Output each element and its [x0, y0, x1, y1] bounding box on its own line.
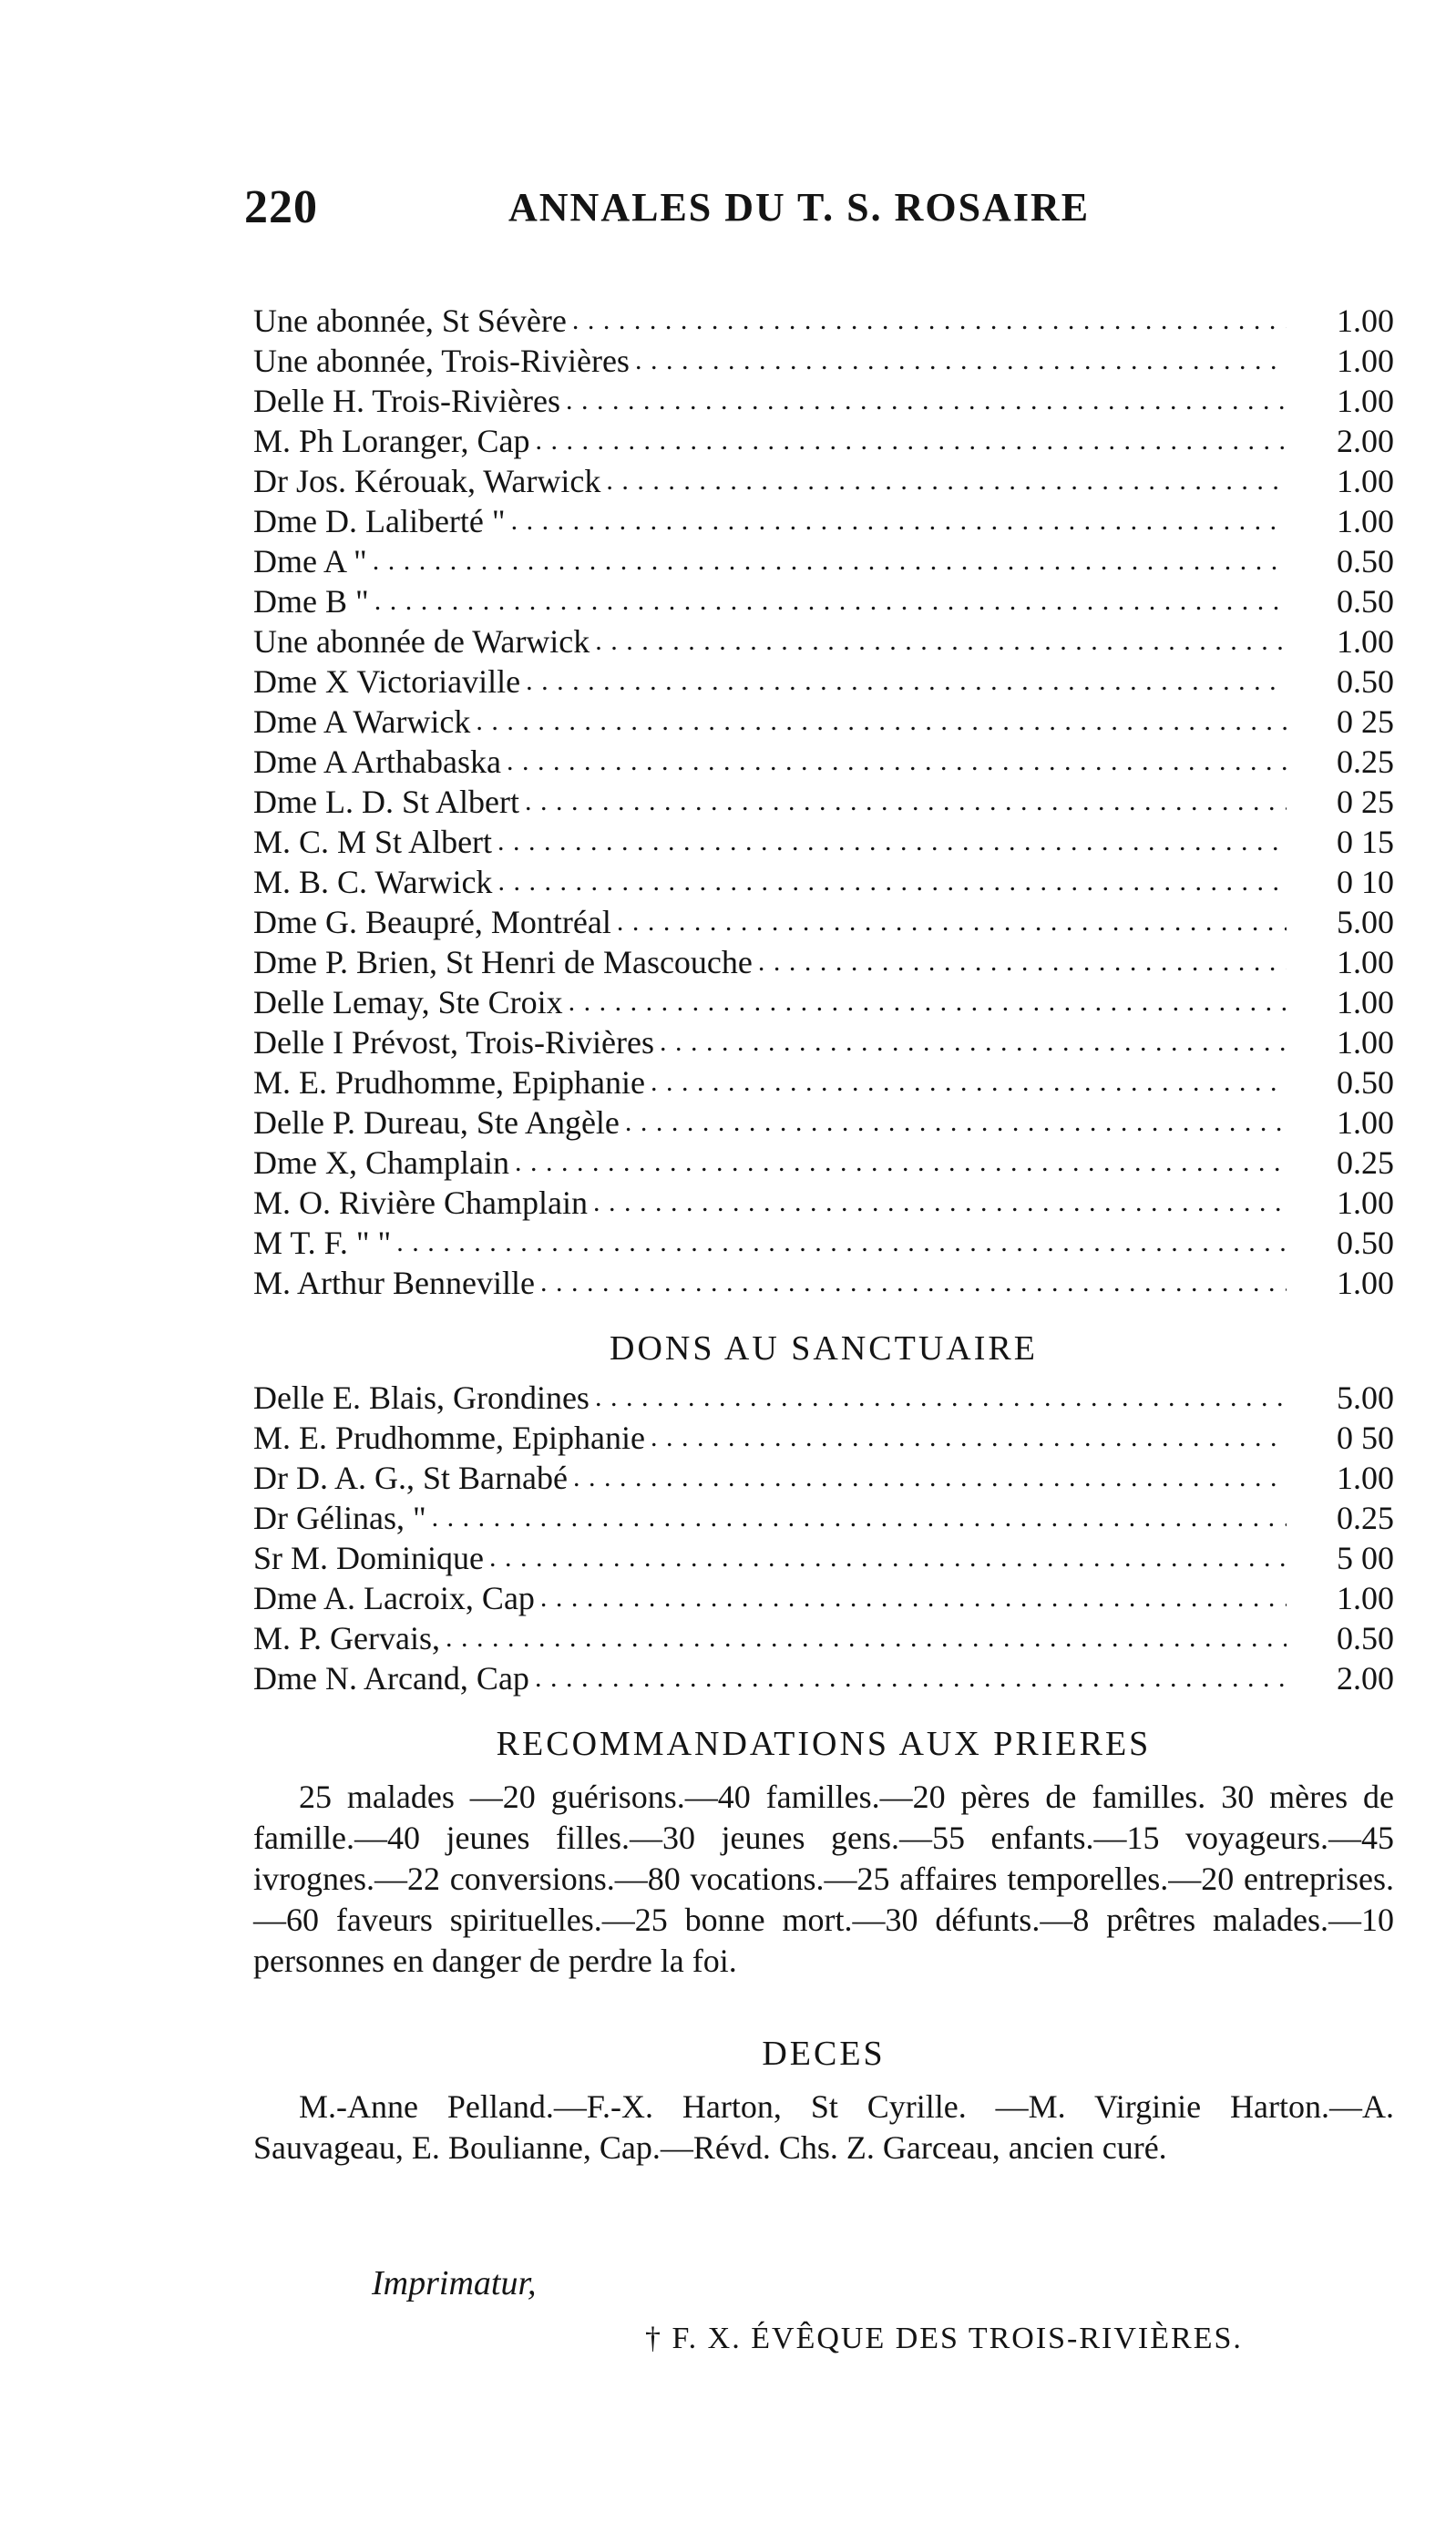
entry-name: Dme X, Champlain: [253, 1144, 509, 1181]
entry-name: Sr M. Dominique: [253, 1540, 485, 1576]
list-entry: [253, 702, 1394, 742]
list-entry: [253, 1062, 1394, 1102]
entry-name: Dme X Victoriaville: [253, 663, 521, 700]
dot-leader: [540, 1263, 1287, 1303]
entry-amount: 1.00: [1337, 623, 1394, 660]
dot-leader: [595, 1378, 1287, 1418]
dot-leader: [606, 461, 1287, 501]
entry-name: Dme N. Arcand, Cap: [253, 1660, 529, 1697]
dot-leader: [651, 1418, 1287, 1458]
entry-name: M. Ph Loranger, Cap: [253, 423, 530, 459]
dot-leader: [566, 381, 1287, 421]
deces-text: M.-Anne Pelland.—F.-X. Harton, St Cyrille. —M. Virginie Harton.—A. Sauvageau, E. Boulianne, Cap.—Révd. Chs. Z. Garceau, ancien curé.: [253, 2088, 1394, 2166]
entry-name: Delle Lemay, Ste Croix: [253, 984, 563, 1020]
list-entry: [253, 822, 1394, 862]
entry-amount: 0.25: [1337, 743, 1394, 780]
entry-amount: 5 00: [1337, 1540, 1394, 1576]
dot-leader: [507, 742, 1287, 782]
entry-amount: 1.00: [1337, 1184, 1394, 1221]
page-header: [244, 180, 1365, 244]
dot-leader: [573, 1458, 1287, 1498]
entry-name: Dme L. D. St Albert: [253, 784, 519, 820]
dot-leader: [446, 1618, 1287, 1658]
list-entry: [253, 862, 1394, 902]
entry-amount: 1.00: [1337, 1580, 1394, 1616]
list-entry: [253, 301, 1394, 341]
list-entry: [253, 1022, 1394, 1062]
list-entry: [253, 1378, 1394, 1418]
entry-amount: 0.50: [1337, 1620, 1394, 1656]
recommandations-section-title: RECOMMANDATIONS AUX PRIERES: [496, 1725, 1152, 1763]
entry-name: Dme G. Beaupré, Montréal: [253, 904, 611, 940]
entry-name: Dme A Arthabaska: [253, 743, 501, 780]
entry-name: Une abonnée, Trois-Rivières: [253, 343, 630, 379]
list-entry: [253, 501, 1394, 541]
entry-amount: 0.50: [1337, 1064, 1394, 1101]
entry-name: Delle P. Dureau, Ste Angèle: [253, 1104, 620, 1141]
entry-amount: 1.00: [1337, 383, 1394, 419]
entry-amount: 0 25: [1337, 703, 1394, 740]
entry-name: Dr D. A. G., St Barnabé: [253, 1460, 568, 1496]
list-entry: [253, 1498, 1394, 1538]
entry-amount: 2.00: [1337, 423, 1394, 459]
entry-amount: 5.00: [1337, 904, 1394, 940]
list-entry: [253, 381, 1394, 421]
dot-leader: [373, 541, 1287, 581]
dot-leader: [497, 822, 1287, 862]
dot-leader: [515, 1143, 1287, 1183]
entry-amount: 1.00: [1337, 984, 1394, 1020]
dons-section-title: DONS AU SANCTUAIRE: [610, 1329, 1038, 1368]
imprimatur-signature: † F. X. ÉVÊQUE DES TROIS-RIVIÈRES.: [645, 2322, 1243, 2355]
list-entry: [253, 661, 1394, 702]
entry-name: M. C. M St Albert: [253, 824, 493, 860]
list-entry: [253, 621, 1394, 661]
entry-name: M T. F. " ": [253, 1225, 392, 1261]
entry-amount: 1.00: [1337, 343, 1394, 379]
list-entry: [253, 942, 1394, 982]
dot-leader: [476, 702, 1287, 742]
entry-name: Dme A ": [253, 543, 367, 579]
entry-name: Delle I Prévost, Trois-Rivières: [253, 1024, 654, 1061]
dot-leader: [625, 1102, 1287, 1143]
dot-leader: [525, 782, 1287, 822]
list-entry: [253, 421, 1394, 461]
dot-leader: [511, 501, 1287, 541]
entry-name: M. Arthur Benneville: [253, 1265, 535, 1301]
dot-leader: [540, 1578, 1287, 1618]
entry-amount: 0 15: [1337, 824, 1394, 860]
entry-name: M. E. Prudhomme, Epiphanie: [253, 1420, 645, 1456]
list-entry: [253, 1618, 1394, 1658]
list-entry: [253, 1578, 1394, 1618]
entry-amount: 5.00: [1337, 1379, 1394, 1416]
dot-leader: [651, 1062, 1287, 1102]
list-entry: [253, 1658, 1394, 1698]
entry-name: M. B. C. Warwick: [253, 864, 493, 900]
entry-name: Une abonnée de Warwick: [253, 623, 590, 660]
entry-amount: 0.25: [1337, 1144, 1394, 1181]
entry-name: Une abonnée, St Sévère: [253, 302, 567, 339]
subscription-list: [253, 301, 1394, 1303]
imprimatur-label: Imprimatur,: [372, 2264, 537, 2302]
dot-leader: [569, 982, 1287, 1022]
list-entry: [253, 742, 1394, 782]
entry-name: Dme A Warwick: [253, 703, 471, 740]
recommandations-text: 25 malades —20 guérisons.—40 familles.—20 pères de familles. 30 mères de famille.—40 jeunes filles.—30 jeunes gens.—55 enfants.—15 voyageurs.—45 ivrognes.—22 conversions.—80 vocations.—25 affaires temporelles.—20 entreprises.—60 faveurs spirituelles.—25 bonne mort.—30 défunts.—8 prêtres malades.—10 personnes en danger de perdre la foi.: [253, 1779, 1394, 1979]
entry-amount: 1.00: [1337, 1265, 1394, 1301]
dot-leader: [526, 661, 1287, 702]
entry-name: Dme D. Laliberté ": [253, 503, 506, 539]
running-title: ANNALES DU T. S. ROSAIRE: [508, 185, 1091, 230]
dons-list: [253, 1378, 1394, 1698]
list-entry: [253, 1538, 1394, 1578]
entry-name: M. E. Prudhomme, Epiphanie: [253, 1064, 645, 1101]
entry-amount: 1.00: [1337, 944, 1394, 980]
entry-amount: 0.50: [1337, 543, 1394, 579]
list-entry: [253, 1102, 1394, 1143]
list-entry: [253, 1143, 1394, 1183]
list-entry: [253, 1183, 1394, 1223]
entry-amount: 2.00: [1337, 1660, 1394, 1697]
dot-leader: [432, 1498, 1287, 1538]
dot-leader: [396, 1223, 1287, 1263]
entry-amount: 0.50: [1337, 583, 1394, 620]
list-entry: [253, 461, 1394, 501]
entry-name: Dme B ": [253, 583, 369, 620]
list-entry: [253, 902, 1394, 942]
entry-name: M. O. Rivière Champlain: [253, 1184, 588, 1221]
dot-leader: [572, 301, 1287, 341]
list-entry: [253, 341, 1394, 381]
dot-leader: [374, 581, 1287, 621]
dot-leader: [489, 1538, 1287, 1578]
entry-name: M. P. Gervais,: [253, 1620, 440, 1656]
dot-leader: [758, 942, 1287, 982]
entry-amount: 1.00: [1337, 1460, 1394, 1496]
entry-amount: 0.25: [1337, 1500, 1394, 1536]
list-entry: [253, 782, 1394, 822]
dot-leader: [635, 341, 1287, 381]
list-entry: [253, 541, 1394, 581]
entry-amount: 0 50: [1337, 1420, 1394, 1456]
entry-amount: 0 25: [1337, 784, 1394, 820]
dot-leader: [593, 1183, 1287, 1223]
entry-name: Delle H. Trois-Rivières: [253, 383, 560, 419]
list-entry: [253, 581, 1394, 621]
entry-amount: 0.50: [1337, 663, 1394, 700]
list-entry: [253, 1223, 1394, 1263]
deces-section-title: DECES: [762, 2035, 886, 2073]
dot-leader: [660, 1022, 1287, 1062]
entry-amount: 1.00: [1337, 1024, 1394, 1061]
dot-leader: [536, 421, 1287, 461]
entry-amount: 0.50: [1337, 1225, 1394, 1261]
dot-leader: [595, 621, 1287, 661]
entry-amount: 1.00: [1337, 302, 1394, 339]
list-entry: [253, 1458, 1394, 1498]
dot-leader: [617, 902, 1287, 942]
dot-leader: [535, 1658, 1287, 1698]
list-entry: [253, 1263, 1394, 1303]
entry-name: Dme P. Brien, St Henri de Mascouche: [253, 944, 753, 980]
entry-name: Delle E. Blais, Grondines: [253, 1379, 590, 1416]
entry-amount: 1.00: [1337, 463, 1394, 499]
entry-amount: 1.00: [1337, 1104, 1394, 1141]
entry-amount: 0 10: [1337, 864, 1394, 900]
entry-name: Dr Gélinas, ": [253, 1500, 426, 1536]
entry-name: Dme A. Lacroix, Cap: [253, 1580, 535, 1616]
entry-amount: 1.00: [1337, 503, 1394, 539]
dot-leader: [497, 862, 1287, 902]
list-entry: [253, 1418, 1394, 1458]
entry-name: Dr Jos. Kérouak, Warwick: [253, 463, 601, 499]
page-number: 220: [244, 181, 318, 233]
list-entry: [253, 982, 1394, 1022]
